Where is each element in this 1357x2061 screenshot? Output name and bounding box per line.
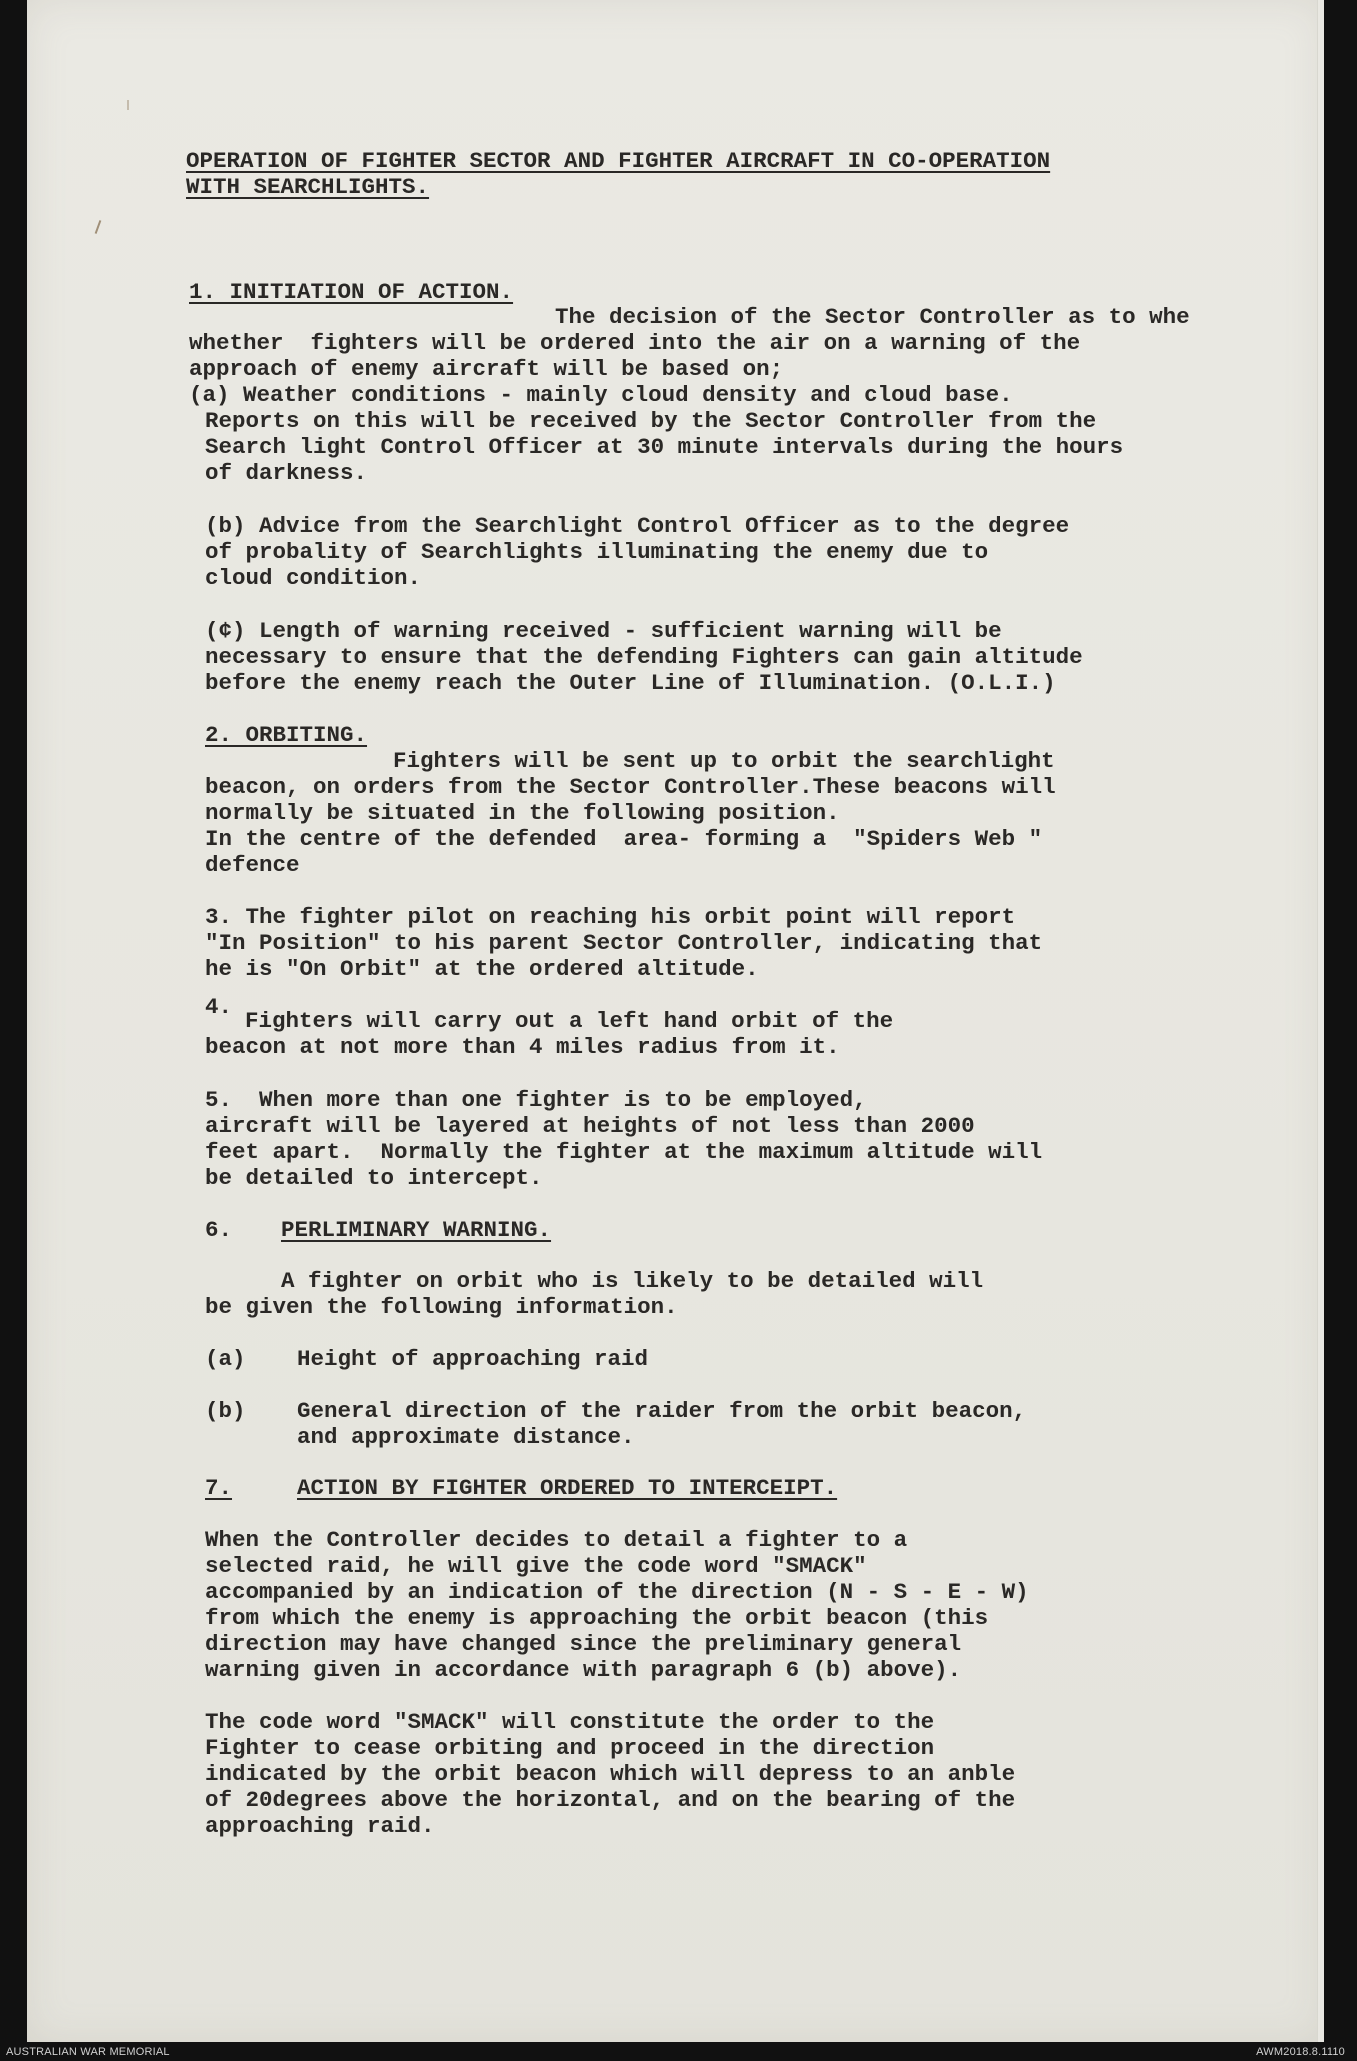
text-line: defence (205, 852, 300, 878)
text-line: The code word "SMACK" will constitute the order to the (205, 1709, 935, 1735)
text-line: Fighter to cease orbiting and proceed in the direction (205, 1735, 935, 1761)
text-line: General direction of the raider from the orbit beacon, (297, 1398, 1027, 1424)
text-line: 3. The fighter pilot on reaching his orbit point will report (205, 904, 1016, 930)
footer-credit: AUSTRALIAN WAR MEMORIAL (6, 2046, 170, 2058)
footer-accession-number: AWM2018.8.1110 (1256, 2046, 1345, 2058)
text-line: Fighters will carry out a left hand orbit of the (245, 1008, 894, 1034)
list-label: (b) (205, 1398, 246, 1424)
text-line: beacon, on orders from the Sector Controller.These beacons will (205, 774, 1056, 800)
text-line: of 20degrees above the horizontal, and on the bearing of the (205, 1787, 1016, 1813)
typed-text (27, 0, 1190, 1839)
section-2-heading: 2. ORBITING. (205, 722, 368, 748)
text-line: feet apart. Normally the fighter at the maximum altitude will (205, 1139, 1043, 1165)
text-line: cloud condition. (205, 565, 422, 591)
text-line: (¢) Length of warning received - sufficient warning will be (205, 618, 1002, 644)
text-line: (a) Weather conditions - mainly cloud density and cloud base. (189, 382, 1013, 408)
text-line: The decision of the Sector Controller as to whe (555, 304, 1190, 330)
text-line: beacon at not more than 4 miles radius from it. (205, 1034, 840, 1060)
section-7-number: 7. (205, 1475, 233, 1501)
document-title: OPERATION OF FIGHTER SECTOR AND FIGHTER AIRCRAFT IN CO-OPERATION (186, 148, 1051, 174)
text-line: "In Position" to his parent Sector Controller, indicating that (205, 930, 1043, 956)
section-4-number: 4. (205, 994, 233, 1020)
section-1-heading: 1. INITIATION OF ACTION. (189, 279, 514, 305)
text-line: whether fighters will be ordered into the air on a warning of the (189, 330, 1081, 356)
text-line: warning given in accordance with paragraph 6 (b) above). (205, 1657, 962, 1683)
text-line: before the enemy reach the Outer Line of Illumination. (O.L.I.) (205, 670, 1056, 696)
paper-blemish (127, 100, 129, 110)
text-line: (b) Advice from the Searchlight Control Officer as to the degree (205, 513, 1070, 539)
section-7-heading: ACTION BY FIGHTER ORDERED TO INTERCEIPT. (297, 1475, 838, 1501)
text-line: be detailed to intercept. (205, 1165, 543, 1191)
text-line: indicated by the orbit beacon which will depress to an anble (205, 1761, 1016, 1787)
section-6-heading: PERLIMINARY WARNING. (281, 1217, 552, 1243)
text-line: selected raid, he will give the code word "SMACK" (205, 1553, 867, 1579)
document-page (27, 0, 1324, 2042)
text-line: be given the following information. (205, 1294, 678, 1320)
document-title-cont: WITH SEARCHLIGHTS. (186, 174, 430, 200)
text-line: Search light Control Officer at 30 minute intervals during the hours (205, 434, 1124, 460)
page-edge (1317, 0, 1324, 2042)
text-line: and approximate distance. (297, 1424, 635, 1450)
text-line: direction may have changed since the preliminary general (205, 1631, 962, 1657)
text-line: normally be situated in the following position. (205, 800, 840, 826)
text-line: from which the enemy is approaching the orbit beacon (this (205, 1605, 989, 1631)
text-line: Height of approaching raid (297, 1346, 649, 1372)
text-line: accompanied by an indication of the direction (N - S - E - W) (205, 1579, 1029, 1605)
text-line: When the Controller decides to detail a fighter to a (205, 1527, 908, 1553)
paper-blemish (95, 220, 102, 234)
text-line: approach of enemy aircraft will be based on; (189, 356, 784, 382)
text-line: of probality of Searchlights illuminating the enemy due to (205, 539, 989, 565)
text-line: Reports on this will be received by the Sector Controller from the (205, 408, 1097, 434)
text-line: he is "On Orbit" at the ordered altitude. (205, 956, 759, 982)
text-line: necessary to ensure that the defending Fighters can gain altitude (205, 644, 1083, 670)
text-line: of darkness. (205, 460, 368, 486)
text-line: A fighter on orbit who is likely to be detailed will (281, 1268, 984, 1294)
text-line: In the centre of the defended area- forming a "Spiders Web " (205, 826, 1043, 852)
text-line: approaching raid. (205, 1813, 435, 1839)
section-6-number: 6. (205, 1217, 233, 1243)
list-label: (a) (205, 1346, 246, 1372)
text-line: Fighters will be sent up to orbit the searchlight (393, 748, 1055, 774)
text-line: 5. When more than one fighter is to be employed, (205, 1087, 867, 1113)
text-line: aircraft will be layered at heights of not less than 2000 (205, 1113, 975, 1139)
